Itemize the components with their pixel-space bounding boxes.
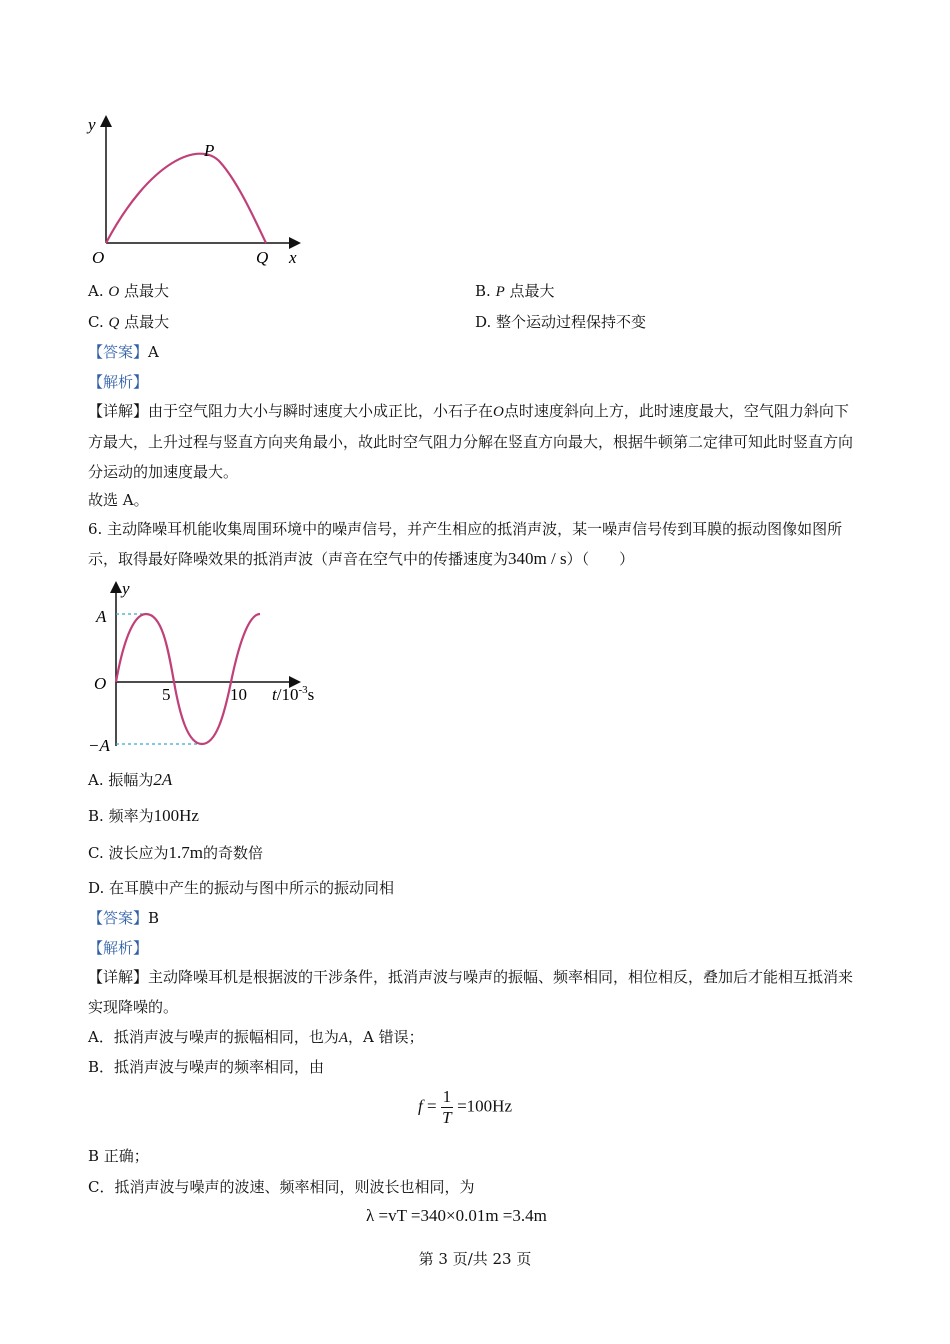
- point-q-label: Q: [256, 248, 269, 267]
- trajectory-figure: [80, 110, 320, 270]
- q5-option-b: B. P 点最大: [475, 282, 555, 300]
- q6-detail: 【详解】主动降噪耳机是根据波的干涉条件，抵消声波与噪声的振幅、频率相同，相位相反，叠加后才能相互抵消来实现降噪的。: [88, 968, 854, 1016]
- q6-b-correct: B 正确；: [88, 1147, 149, 1165]
- page-footer: 第 3 页/共 23 页: [418, 1250, 532, 1268]
- q6-option-b: B. 频率为100Hz: [88, 806, 199, 825]
- amplitude-label: A: [96, 607, 107, 626]
- q5-answer: 【答案】A: [88, 343, 159, 361]
- q5-option-d: D. 整个运动过程保持不变: [475, 313, 647, 331]
- q6-analysis-tag: 【解析】: [88, 939, 149, 957]
- q6-line-c: C．抵消声波与噪声的波速、频率相同，则波长也相同，为: [88, 1178, 475, 1196]
- q5-conclusion: 故选 A。: [88, 491, 149, 509]
- q5-detail: 【详解】由于空气阻力大小与瞬时速度大小成正比，小石子在O点时速度斜向上方，此时速度最大，空气阻力斜向下方最大，上升过程与竖直方向夹角最小，故此时空气阻力分解在竖直方向最大，根据牛顿第二定律可知此时竖直方向分运动的加速度最大。: [88, 402, 854, 481]
- y-axis-label: y: [88, 115, 96, 134]
- vibration-graph: [80, 578, 340, 763]
- q6-option-a: A. 振幅为2A: [88, 770, 173, 789]
- origin-label: O: [92, 248, 105, 267]
- tick-10-label: 10: [230, 685, 247, 704]
- origin-label: O: [94, 674, 107, 693]
- q6-stem: 6. 主动降噪耳机能收集周围环境中的噪声信号，并产生相应的抵消声波，某一噪声信号传到耳膜的振动图像如图所示，取得最好降噪效果的抵消声波（声音在空气中的传播速度为340m / s）（ ）: [88, 520, 843, 568]
- x-axis-label: x: [289, 248, 297, 267]
- noise-wave-curve: [116, 614, 260, 744]
- y-axis-label: y: [122, 579, 130, 598]
- t-axis-label: $t/10^{-3}s$: [272, 684, 315, 704]
- q6-option-c: C. 波长应为1.7m的奇数倍: [88, 843, 264, 862]
- frequency-equation: f = $\frac{1}{T}$ =100Hz: [418, 1087, 512, 1127]
- neg-amplitude-label: −A: [88, 736, 110, 755]
- q6-answer: 【答案】B: [88, 909, 160, 927]
- q5-option-a: A. O 点最大: [88, 282, 170, 300]
- point-p-label: P: [204, 141, 215, 160]
- q6-line-a: A．抵消声波与噪声的振幅相同，也为A，A 错误；: [88, 1028, 424, 1046]
- wavelength-equation: λ =vT =340×0.01m =3.4m: [366, 1206, 547, 1225]
- tick-5-label: 5: [162, 685, 171, 704]
- trajectory-curve: [106, 154, 266, 243]
- q5-analysis-tag: 【解析】: [88, 373, 149, 391]
- q6-line-b: B．抵消声波与噪声的频率相同，由: [88, 1058, 325, 1076]
- q6-option-d: D. 在耳膜中产生的振动与图中所示的振动同相: [88, 879, 395, 897]
- q5-option-c: C. Q 点最大: [88, 313, 170, 331]
